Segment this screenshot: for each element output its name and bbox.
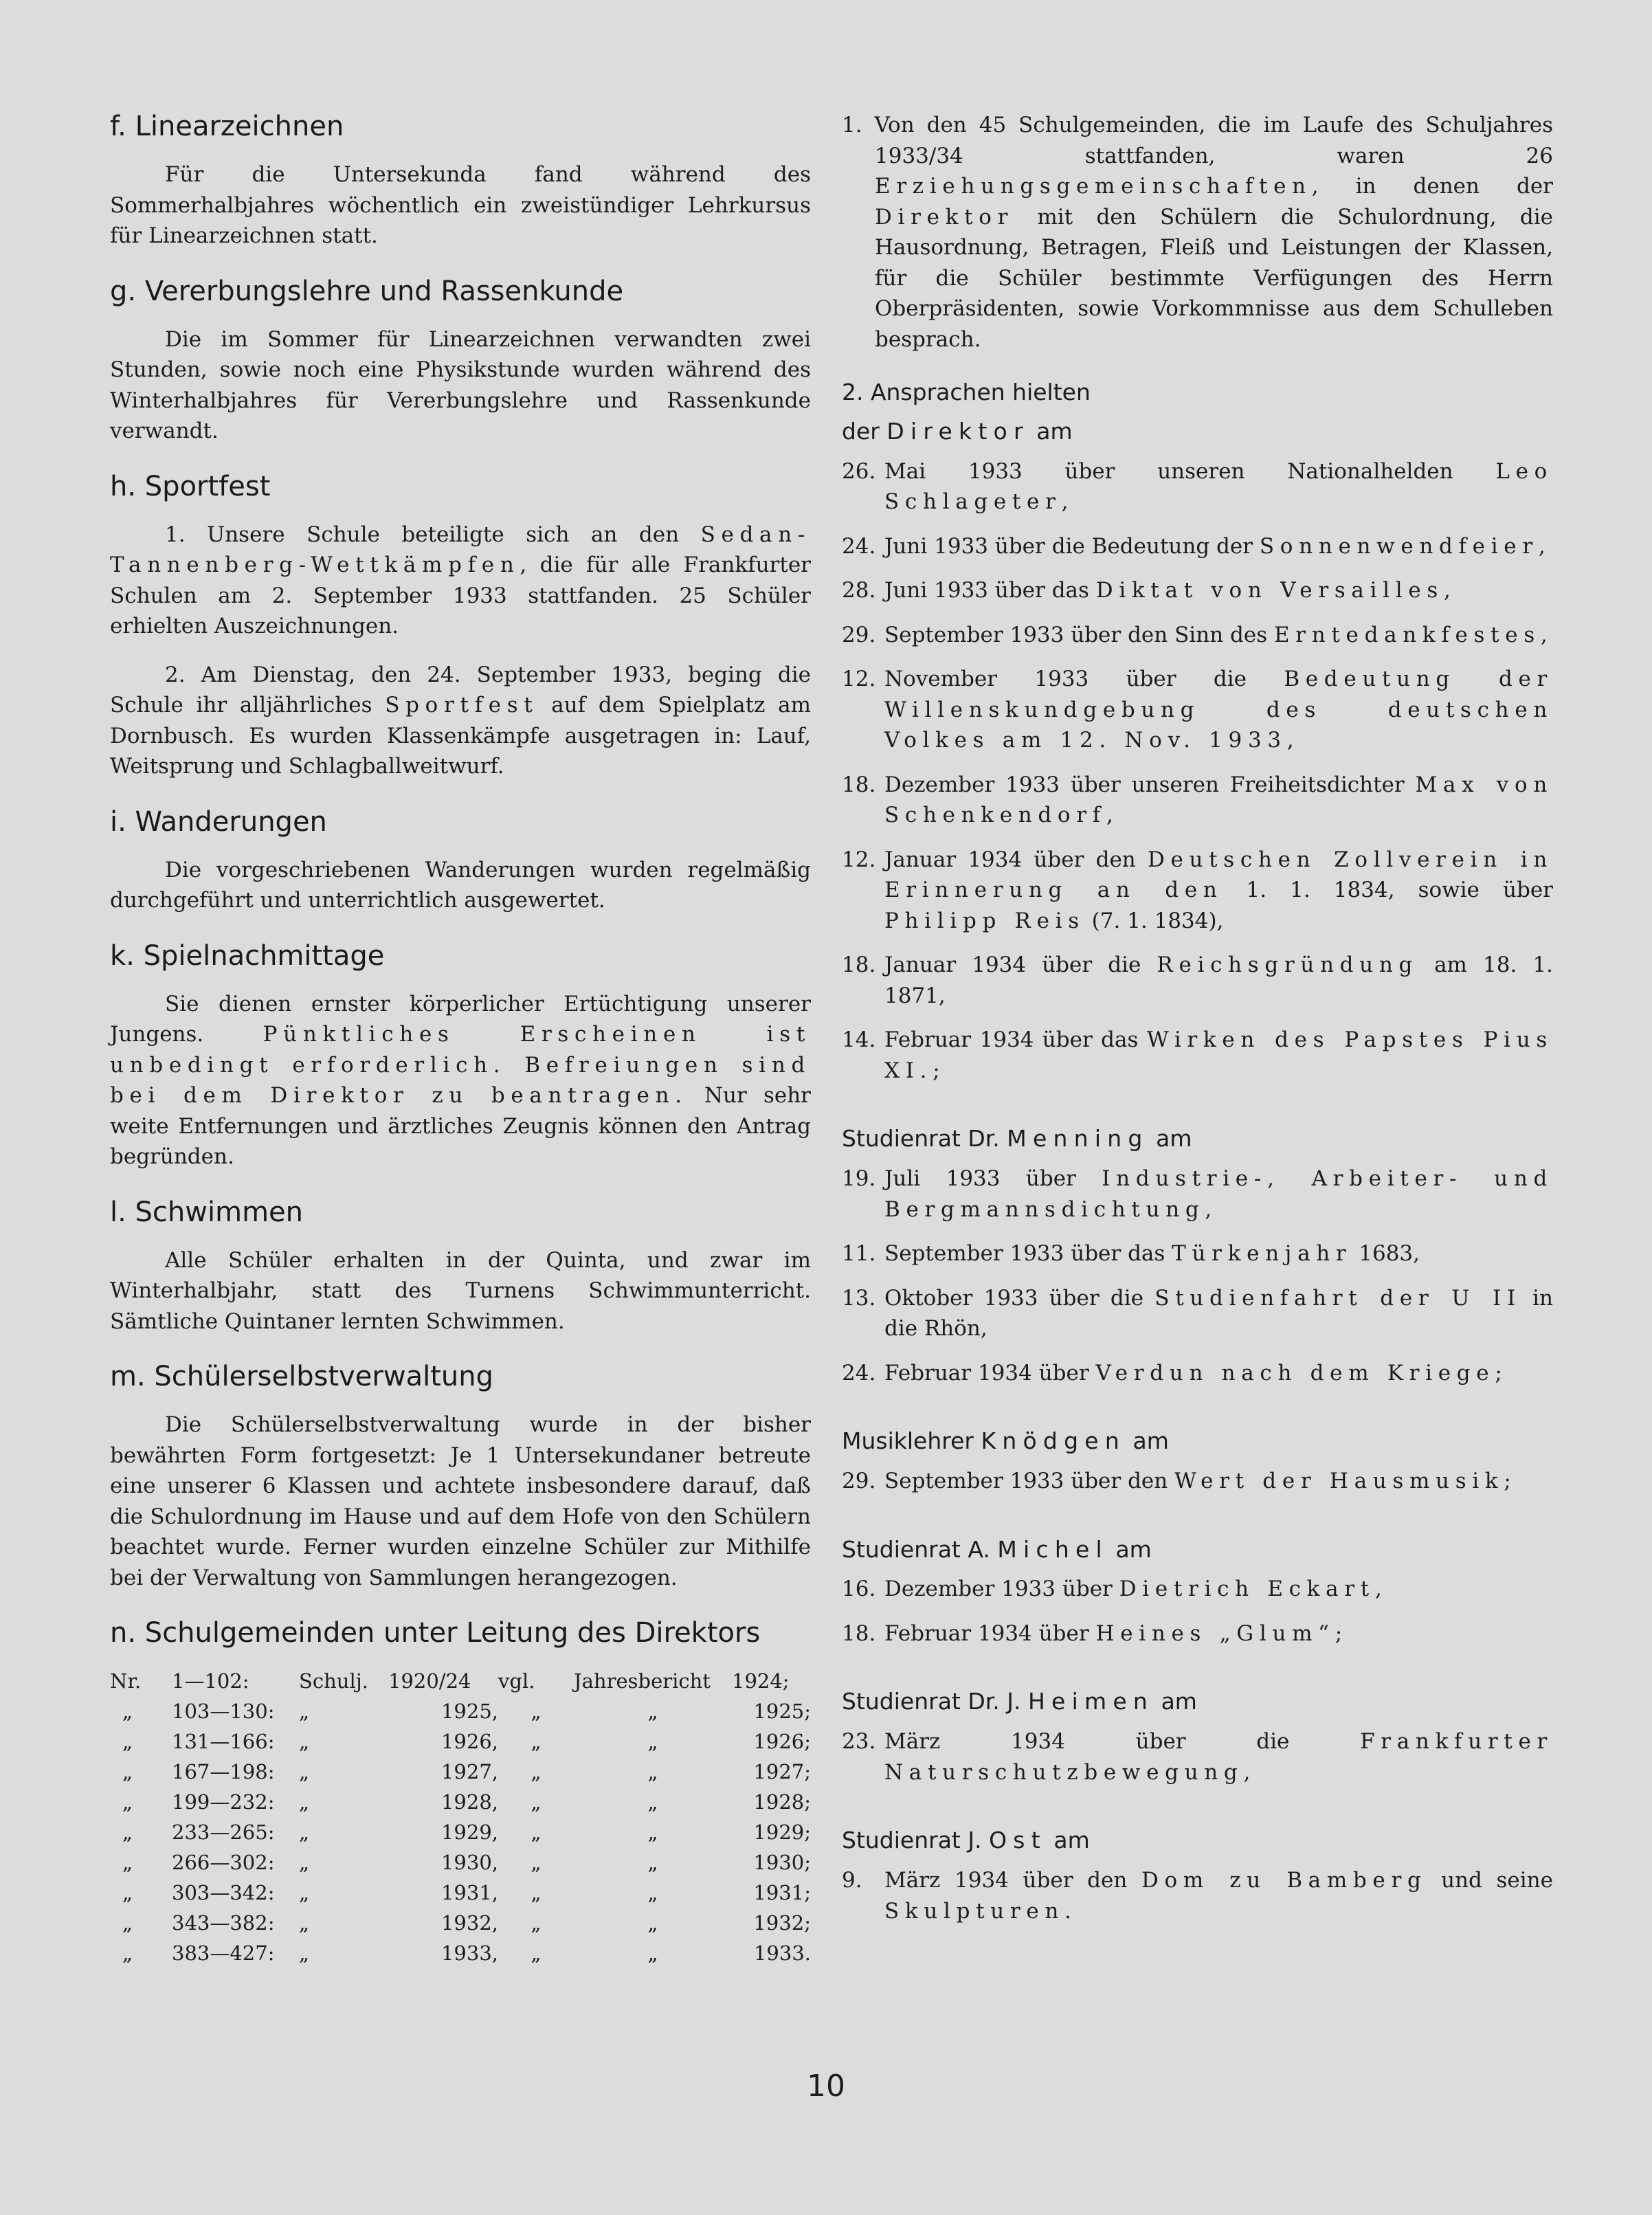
table-cell: „ xyxy=(299,1911,310,1935)
speaker-heading xyxy=(842,1826,1553,1856)
spaced-text: Türkenjahr xyxy=(1172,1241,1352,1267)
table-row xyxy=(110,1908,811,1938)
list-item xyxy=(842,770,1553,831)
text: , xyxy=(1205,1196,1212,1222)
speech-text xyxy=(884,1574,1553,1605)
text: September 1933 über den Sinn des xyxy=(884,622,1274,647)
page-number: 10 xyxy=(807,2069,845,2104)
text: , xyxy=(1540,622,1548,647)
section-heading: g. Vererbungslehre und Rassenkunde xyxy=(110,275,624,307)
text: Studienrat Dr. J. xyxy=(842,1688,1028,1715)
speech-date: 29. xyxy=(842,1469,876,1494)
table-cell: 1927, xyxy=(440,1760,498,1783)
text: Studienrat Dr. xyxy=(842,1125,1007,1153)
table-row xyxy=(110,1787,811,1817)
section-heading: i. Wanderungen xyxy=(110,805,327,838)
table-header-cell: Schulj. xyxy=(299,1669,368,1693)
paragraph: Alle Schüler erhalten in der Quinta, und zwar im Winterhalbjahr, statt des Turnens Schwimmunterricht. Sämtliche Quintaner lernten Schwimmen. xyxy=(110,1247,811,1334)
table-body xyxy=(110,1696,811,1968)
spaced-text: Bedeutung der Willenskundgebung des deutschen Volkes am 12. Nov. 1933 xyxy=(884,667,1553,753)
text: , xyxy=(1106,803,1113,828)
text: Juni 1933 über das xyxy=(884,578,1096,603)
table-cell: „ xyxy=(531,1700,542,1723)
paragraph xyxy=(110,989,811,1172)
spaced-text: Reichsgründung xyxy=(1157,953,1418,978)
section-i xyxy=(110,805,811,916)
table-cell: 1929; xyxy=(753,1821,811,1844)
text: ; xyxy=(933,1058,940,1083)
table-row xyxy=(110,1726,811,1757)
speech-date: 18. xyxy=(842,953,876,978)
table-cell: „ xyxy=(299,1881,310,1904)
speech-date: 24. xyxy=(842,1360,876,1385)
spaced-text: Industrie-, Arbeiter- und Bergmannsdichtung xyxy=(884,1166,1553,1222)
speech-date: 16. xyxy=(842,1577,876,1602)
schulgemeinden-table xyxy=(110,1666,811,1968)
list-item xyxy=(842,1466,1553,1497)
table-cell: „ xyxy=(122,1851,133,1874)
spaced-text: Sportfest xyxy=(385,693,539,717)
list-item xyxy=(842,1865,1553,1926)
section-g xyxy=(110,275,811,447)
text: am xyxy=(1148,1125,1192,1153)
paragraph xyxy=(110,660,811,782)
table-header-cell: 1920/24 xyxy=(388,1669,471,1693)
section-k xyxy=(110,939,811,1172)
text: (7. 1. 1834), xyxy=(1084,908,1224,933)
section-l xyxy=(110,1196,811,1337)
text: Januar 1934 über die xyxy=(884,953,1157,978)
table-cell: „ xyxy=(647,1821,658,1844)
spaced-text: Sonnenwendfeier xyxy=(1259,533,1539,559)
table-cell: 1927; xyxy=(753,1760,811,1783)
text: September 1933 über das xyxy=(884,1241,1172,1267)
section-heading: l. Schwimmen xyxy=(110,1196,303,1228)
table-cell: 131—166: xyxy=(172,1730,275,1753)
table-cell: „ xyxy=(299,1700,310,1723)
table-row xyxy=(110,1847,811,1878)
table-cell: 303—342: xyxy=(172,1881,275,1904)
table-cell: 1930; xyxy=(753,1851,811,1874)
table-cell: 1925; xyxy=(753,1700,811,1723)
table-cell: „ xyxy=(647,1790,658,1814)
speech-text xyxy=(884,770,1553,831)
speaker-name: Heimen xyxy=(1028,1688,1154,1715)
list-item xyxy=(842,456,1553,517)
list-item xyxy=(842,664,1553,756)
speech-text xyxy=(884,1618,1553,1649)
table-cell: „ xyxy=(299,1790,310,1814)
text: ; xyxy=(1495,1360,1502,1385)
section-heading: f. Linearzeichnen xyxy=(110,111,344,142)
list-item xyxy=(842,1726,1553,1788)
table-header-cell: Nr. xyxy=(110,1669,142,1693)
section-h xyxy=(110,470,811,782)
right-column xyxy=(842,110,1553,1940)
speech-text xyxy=(884,456,1553,517)
text: Februar 1934 über das xyxy=(884,1027,1147,1053)
table-cell: „ xyxy=(122,1760,133,1783)
section-m xyxy=(110,1360,811,1593)
speech-date: 18. xyxy=(842,772,876,797)
text: Sie dienen ernster körperlicher Ertüchtigung unserer Jungens. xyxy=(110,991,811,1047)
speech-text xyxy=(884,1164,1553,1225)
table-cell: „ xyxy=(299,1851,310,1874)
speaker-name: Direktor xyxy=(886,417,1029,445)
speech-text xyxy=(884,950,1553,1011)
list-item xyxy=(842,620,1553,651)
text: , xyxy=(1374,1577,1382,1602)
spaced-text: Erziehungsgemeinschaften xyxy=(875,174,1312,199)
table-cell: „ xyxy=(122,1881,133,1904)
table-cell: „ xyxy=(647,1730,658,1753)
paragraph: Die vorgeschriebenen Wanderungen wurden regelmäßig durchgeführt und unterrichtlich ausgewertet. xyxy=(110,857,811,913)
section-heading: m. Schülerselbstverwaltung xyxy=(110,1361,493,1392)
text: März 1934 über den xyxy=(884,1868,1141,1893)
speech-text xyxy=(884,1865,1553,1926)
speech-date: 13. xyxy=(842,1285,876,1311)
speech-date: 26. xyxy=(842,458,876,484)
text: mit den Schülern die Schulordnung, die Hausordnung, Betragen, Fleiß und Leistungen der Klassen, für die Schüler bestimmte Verfügungen des Herrn Oberpräsidenten, sowie Vorkommnisse aus dem Schulleben besprach. xyxy=(875,204,1553,352)
list-item xyxy=(842,1164,1553,1225)
text: auf dem Spielplatz am Dornbusch. Es wurden Klassenkämpfe ausgetragen in: Lauf, Weitsprung und Schlagballweitwurf. xyxy=(110,693,812,779)
table-cell: 1933. xyxy=(753,1941,811,1965)
speech-date: 14. xyxy=(842,1027,876,1053)
speech-date: 12. xyxy=(842,667,876,692)
spaced-text: Max von Schenkendorf xyxy=(884,772,1553,828)
table-cell: 1933, xyxy=(440,1941,498,1965)
list-item xyxy=(842,950,1553,1011)
speech-text xyxy=(884,1726,1553,1788)
text: 2. Am Dienstag, den 24. September 1933, beging die Schule ihr alljährliches xyxy=(110,662,811,717)
text: Oktober 1933 über die xyxy=(884,1285,1155,1311)
text: Juli 1933 über xyxy=(884,1166,1102,1192)
speech-text xyxy=(884,845,1553,937)
table-cell: 233—265: xyxy=(172,1821,275,1844)
speaker-name: Knödgen xyxy=(981,1427,1126,1455)
spaced-text: Verdun nach dem Kriege xyxy=(1095,1360,1495,1385)
text: , xyxy=(1243,1759,1251,1785)
list-item xyxy=(842,1618,1553,1649)
list-item xyxy=(842,1025,1553,1086)
table-row xyxy=(110,1757,811,1787)
section-heading: k. Spielnachmittage xyxy=(110,939,385,972)
table-header-cell: Jahresbericht xyxy=(574,1669,711,1693)
spaced-text: Skulpturen xyxy=(884,1898,1065,1924)
table-cell: 1931; xyxy=(753,1881,811,1904)
spaced-text: Sedan-Tannenberg-Wettkämpfen xyxy=(110,522,811,577)
paragraph: Für die Untersekunda fand während des Sommerhalbjahres wöchentlich ein zweistündiger Lehrkursus für Linearzeichnen statt. xyxy=(110,162,811,248)
speech-date: 11. xyxy=(842,1241,876,1267)
text: 1. Unsere Schule beteiligte sich an den xyxy=(165,522,701,547)
text: am xyxy=(1126,1427,1169,1455)
list-item xyxy=(842,1238,1553,1269)
table-cell: 1928; xyxy=(753,1790,811,1814)
text: Studienrat A. xyxy=(842,1535,998,1563)
table-cell: „ xyxy=(299,1821,310,1844)
table-header-cell: 1—102: xyxy=(172,1669,249,1693)
spaced-text: Pünktliches Erscheinen ist unbedingt erforderlich. Befreiungen sind bei dem Direktor zu beantragen. xyxy=(110,1022,811,1108)
spaced-text: Heines „Glum“ xyxy=(1095,1621,1335,1646)
list-item xyxy=(842,531,1553,562)
speaker-name: Michel xyxy=(997,1535,1108,1563)
table-cell: „ xyxy=(122,1790,133,1814)
speaker-heading xyxy=(842,1427,1553,1456)
text: am xyxy=(1108,1535,1152,1563)
text: März 1934 über die xyxy=(884,1729,1361,1755)
table-cell: 1928, xyxy=(440,1790,498,1814)
speaker-heading xyxy=(842,1535,1553,1565)
speech-text xyxy=(884,1466,1553,1497)
speech-text xyxy=(884,531,1553,562)
section-heading: h. Sportfest xyxy=(110,470,271,502)
section-f xyxy=(110,110,811,252)
spaced-text: Deutschen Zollverein in Erinnerung an den xyxy=(884,847,1553,903)
table-cell: „ xyxy=(122,1700,133,1723)
spaced-text: Studienfahrt der U II xyxy=(1154,1285,1521,1311)
speech-date: 28. xyxy=(842,578,876,603)
table-cell: 1929, xyxy=(440,1821,498,1844)
table-cell: „ xyxy=(647,1911,658,1935)
list-item xyxy=(842,1358,1553,1389)
spaced-text: Wirken des Papstes Pius XI. xyxy=(884,1027,1553,1083)
table-cell: „ xyxy=(647,1760,658,1783)
text: , xyxy=(1061,489,1069,515)
table-cell: 167—198: xyxy=(172,1760,275,1783)
table-cell: „ xyxy=(647,1851,658,1874)
text: am xyxy=(1154,1688,1197,1715)
section-heading: n. Schulgemeinden unter Leitung des Direktors xyxy=(110,1617,761,1649)
text: . xyxy=(1064,1898,1071,1924)
table-cell: „ xyxy=(531,1881,542,1904)
text: 1. Von den 45 Schulgemeinden, die im Laufe des Schuljahres 1933/34 stattfanden, waren 26 xyxy=(842,113,1553,168)
text: Nur sehr weite Entfernungen und ärztliches Zeugnis können den Antrag begründen. xyxy=(110,1083,812,1169)
spaced-text: Philipp Reis xyxy=(884,908,1085,933)
table-cell: „ xyxy=(122,1941,133,1965)
table-row xyxy=(110,1878,811,1908)
speech-text xyxy=(884,620,1553,651)
table-cell: 1925, xyxy=(440,1700,498,1723)
speech-date: 18. xyxy=(842,1621,876,1646)
table-cell: „ xyxy=(122,1821,133,1844)
table-cell: „ xyxy=(531,1821,542,1844)
table-cell: „ xyxy=(531,1730,542,1753)
paragraph: Die im Sommer für Linearzeichnen verwandten zwei Stunden, sowie noch eine Physikstunde wurden während des Winterhalbjahres für Vererbungslehre und Rassenkunde verwandt. xyxy=(110,326,811,443)
speaker-heading xyxy=(842,1124,1553,1154)
spaced-text: Leo Schlageter xyxy=(884,458,1553,515)
text: Januar 1934 über den xyxy=(884,847,1148,872)
text: Juni 1933 über die Bedeutung der xyxy=(884,533,1260,559)
text: am xyxy=(1046,1827,1090,1854)
table-cell: 1930, xyxy=(440,1851,498,1874)
text: Dezember 1933 über xyxy=(884,1577,1119,1602)
list-item xyxy=(842,845,1553,937)
speaker-heading xyxy=(842,1687,1553,1717)
left-column xyxy=(110,110,811,1992)
spaced-text: Wert der Hausmusik xyxy=(1174,1469,1504,1494)
table-cell: 103—130: xyxy=(172,1700,275,1723)
table-cell: 199—232: xyxy=(172,1790,275,1814)
table-cell: „ xyxy=(531,1851,542,1874)
text: September 1933 über den xyxy=(884,1469,1175,1494)
speech-text xyxy=(884,1283,1553,1344)
paragraph xyxy=(842,110,1553,355)
speech-date: 12. xyxy=(842,847,876,872)
text: , xyxy=(1538,533,1545,559)
text: und seine xyxy=(1427,1868,1553,1893)
text: Mai 1933 über unseren Nationalhelden xyxy=(884,458,1496,484)
table-cell: 1931, xyxy=(440,1881,498,1904)
table-row xyxy=(110,1817,811,1847)
table-cell: „ xyxy=(531,1941,542,1965)
text: Februar 1934 über xyxy=(884,1621,1096,1646)
table-cell: „ xyxy=(531,1760,542,1783)
speaker-name: Ost xyxy=(989,1827,1047,1854)
text: Februar 1934 über xyxy=(884,1360,1096,1385)
speaker-name: Menning xyxy=(1007,1125,1149,1153)
table-cell: 343—382: xyxy=(172,1911,275,1935)
paragraph xyxy=(110,520,811,642)
text: am xyxy=(1029,417,1073,445)
table-cell: „ xyxy=(647,1941,658,1965)
table-header-cell: vgl. xyxy=(498,1669,535,1693)
text: ; xyxy=(1504,1469,1511,1494)
table-cell: „ xyxy=(122,1911,133,1935)
text: Dezember 1933 über unseren Freiheitsdichter xyxy=(884,772,1416,797)
list-item xyxy=(842,1283,1553,1344)
table-cell: 1926; xyxy=(753,1730,811,1753)
table-cell: „ xyxy=(647,1881,658,1904)
speech-date: 24. xyxy=(842,533,876,559)
text: , in denen der xyxy=(1311,174,1553,199)
table-cell: „ xyxy=(299,1730,310,1753)
spaced-text: Direktor xyxy=(875,204,1014,230)
list-item xyxy=(842,1574,1553,1605)
table-row xyxy=(110,1938,811,1968)
speech-text xyxy=(884,1025,1553,1086)
list-item xyxy=(842,575,1553,606)
table-cell: 383—427: xyxy=(172,1941,275,1965)
spaced-text: Erntedankfestes xyxy=(1273,622,1541,647)
text: der xyxy=(842,417,887,445)
text: am 18. 1. 1871, xyxy=(884,953,1553,1008)
table-cell: „ xyxy=(531,1790,542,1814)
section-heading: 2. Ansprachen hielten xyxy=(842,379,1091,405)
text: ; xyxy=(1335,1621,1343,1646)
section-n xyxy=(110,1616,811,1968)
speech-text xyxy=(884,1358,1553,1389)
table-cell: 1932, xyxy=(440,1911,498,1935)
table-row xyxy=(110,1696,811,1726)
speech-date: 9. xyxy=(842,1868,862,1893)
speaker-heading xyxy=(842,417,1553,447)
paragraph: Die Schülerselbstverwaltung wurde in der bisher bewährten Form fortgesetzt: Je 1 Untersekundaner betreute eine unserer 6 Klassen und achtete insbesondere darauf, daß die Schulordnung im Hause und auf dem Hofe von den Schülern beachtet wurde. Ferner wurden einzelne Schüler zur Mithilfe bei der Verwaltung von Sammlungen herangezogen. xyxy=(110,1412,811,1590)
speech-text xyxy=(884,1238,1553,1269)
table-cell: „ xyxy=(122,1730,133,1753)
speech-date: 29. xyxy=(842,622,876,647)
text: , die für alle Frankfurter Schulen am 2. September 1933 stattfanden. 25 Schüler erhielten Auszeichnungen. xyxy=(110,553,811,638)
spaced-text: Diktat von Versailles xyxy=(1095,578,1444,603)
speech-text xyxy=(884,664,1553,756)
table-header-row xyxy=(110,1666,811,1696)
table-cell: 1926, xyxy=(440,1730,498,1753)
text: November 1933 über die xyxy=(884,667,1284,692)
table-cell: 1932; xyxy=(753,1911,811,1935)
table-cell: „ xyxy=(299,1941,310,1965)
spaced-text: Dietrich Eckart xyxy=(1119,1577,1375,1602)
speech-date: 19. xyxy=(842,1166,876,1192)
spaced-text: Dom zu Bamberg xyxy=(1141,1868,1427,1893)
text: 1. 1. 1834, sowie über xyxy=(1223,878,1553,903)
table-cell: „ xyxy=(531,1911,542,1935)
speech-date: 23. xyxy=(842,1729,876,1755)
table-cell: „ xyxy=(647,1700,658,1723)
table-cell: „ xyxy=(299,1760,310,1783)
table-cell: 266—302: xyxy=(172,1851,275,1874)
speech-groups xyxy=(842,417,1553,1926)
table-header-cell: 1924; xyxy=(732,1669,790,1693)
spaced-text: Frankfurter Naturschutzbewegung xyxy=(884,1729,1553,1785)
text: Studienrat J. xyxy=(842,1827,990,1854)
speech-text xyxy=(884,575,1553,606)
text: 1683, xyxy=(1352,1241,1420,1267)
text: in die Rhön, xyxy=(884,1285,1554,1342)
text: , xyxy=(1286,728,1294,753)
text: , xyxy=(1443,578,1451,603)
text: Musiklehrer xyxy=(842,1427,981,1455)
